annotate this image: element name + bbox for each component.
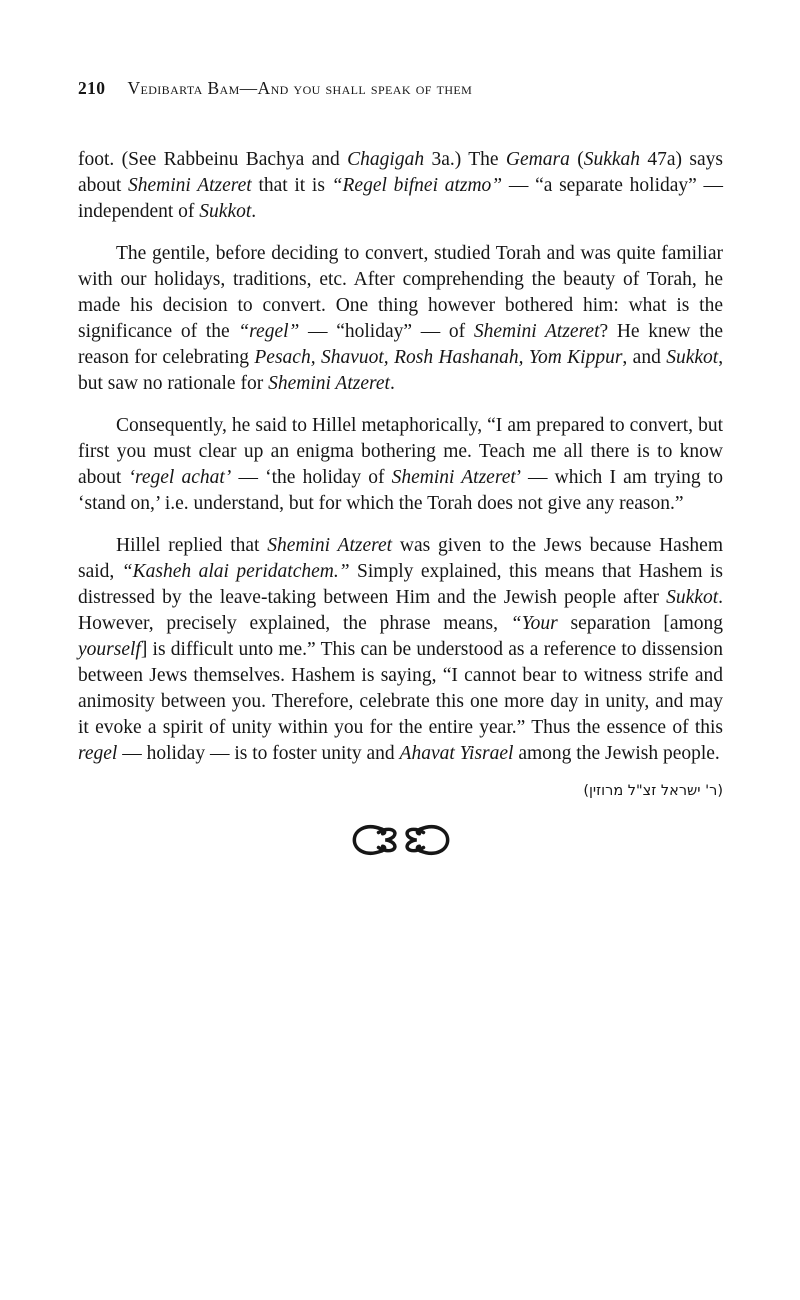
page-header (78, 78, 723, 99)
attribution-hebrew: (ר' ישראל זצ"ל מרוזין) (583, 783, 723, 799)
text-run: among the Jewish people. (513, 743, 720, 764)
text-run: Hillel replied that (116, 535, 268, 556)
text-run: ( (569, 149, 584, 170)
italic-text-run: Ahavat Yisrael (399, 743, 514, 764)
italic-text-run: “Your (510, 613, 558, 634)
italic-text-run: yourself (78, 639, 141, 660)
italic-text-run: “regel” (238, 321, 300, 342)
text-run: 3a.) The (424, 149, 506, 170)
text-run: — “a separate holiday” — independent of (78, 175, 724, 222)
text-run: Simply explained, this means that Hashem is distressed by the leave-taking between Him and the Jewish people after (78, 561, 723, 608)
text-run: — holiday — is to foster unity and (117, 743, 400, 764)
italic-text-run: regel (78, 743, 118, 764)
book-title: Vedibarta Bam—And you shall speak of them (127, 78, 473, 98)
text-run: ’ — which I am trying to ‘stand on,’ i.e. understand, but for which the Torah does not give any reason.” (78, 467, 723, 514)
body-paragraphs (78, 147, 723, 767)
text-run: ] is difficult unto me.” This can be understood as a reference to dissension between Jews themselves. Hashem is saying, “I cannot bear to witness strife and animosity between you. Therefore, celebrate this one more day in unity, and may it evoke a spirit of unity within you for the entire year.” Thus the essence of this (78, 639, 723, 738)
page-number: 210 (78, 78, 106, 98)
text-run: , and (622, 347, 667, 368)
italic-text-run: Rosh Hashanah, (394, 347, 524, 368)
text-run: . (389, 373, 395, 394)
paragraph (78, 241, 723, 397)
italic-text-run: Chagigah (347, 149, 425, 170)
text-run: , but saw no rationale for (78, 347, 724, 394)
italic-text-run: Shemini Atzeret (473, 321, 600, 342)
italic-text-run: Gemara (505, 149, 570, 170)
italic-text-run: “Kasheh alai peridatchem.” (121, 561, 350, 582)
ornament-container (78, 823, 723, 862)
text-run: Consequently, he said to Hillel metaphorically, “I am prepared to convert, but first you must clear up an enigma bothering me. Teach me all there is to know about (78, 415, 723, 488)
paragraph (78, 533, 723, 767)
italic-text-run: Shemini Atzeret (128, 175, 252, 196)
italic-text-run: Sukkot (666, 347, 719, 368)
text-run: — ‘the holiday of (231, 467, 392, 488)
text-run: . However, precisely explained, the phrase means, (78, 587, 723, 634)
text-run: The gentile, before deciding to convert, studied Torah and was quite familiar with our holidays, traditions, etc. After comprehending the beauty of Torah, he made his decision to convert. One thing however bothered him: what is the significance of the (78, 243, 723, 342)
italic-text-run: Pesach, (254, 347, 316, 368)
text-run: . (251, 201, 257, 222)
text-run: foot. (See Rabbeinu Bachya and (78, 149, 348, 170)
italic-text-run: Shavuot, (320, 347, 389, 368)
italic-text-run: Yom Kippur (528, 347, 623, 368)
italic-text-run: Shemini Atzeret (268, 373, 390, 394)
fleuron-ornament-icon (351, 823, 451, 857)
text-run: was given to the Jews because Hashem said, (78, 535, 723, 582)
paragraph (78, 147, 723, 225)
italic-text-run: “Regel bifnei atzmo” (331, 175, 503, 196)
paragraph (78, 413, 723, 517)
text-run: — “holiday” — of (299, 321, 474, 342)
italic-text-run: Shemini Atzeret (391, 467, 516, 488)
italic-text-run: Shemini Atzeret (267, 535, 393, 556)
text-run: that it is (251, 175, 332, 196)
text-run: separation [among (557, 613, 723, 634)
text-run: 47a) says about (78, 149, 723, 196)
italic-text-run: Sukkot (199, 201, 252, 222)
italic-text-run: Sukkah (583, 149, 641, 170)
italic-text-run: ‘regel achat’ (128, 467, 232, 488)
italic-text-run: Sukkot (666, 587, 719, 608)
text-run: ? He knew the reason for celebrating (78, 321, 724, 368)
